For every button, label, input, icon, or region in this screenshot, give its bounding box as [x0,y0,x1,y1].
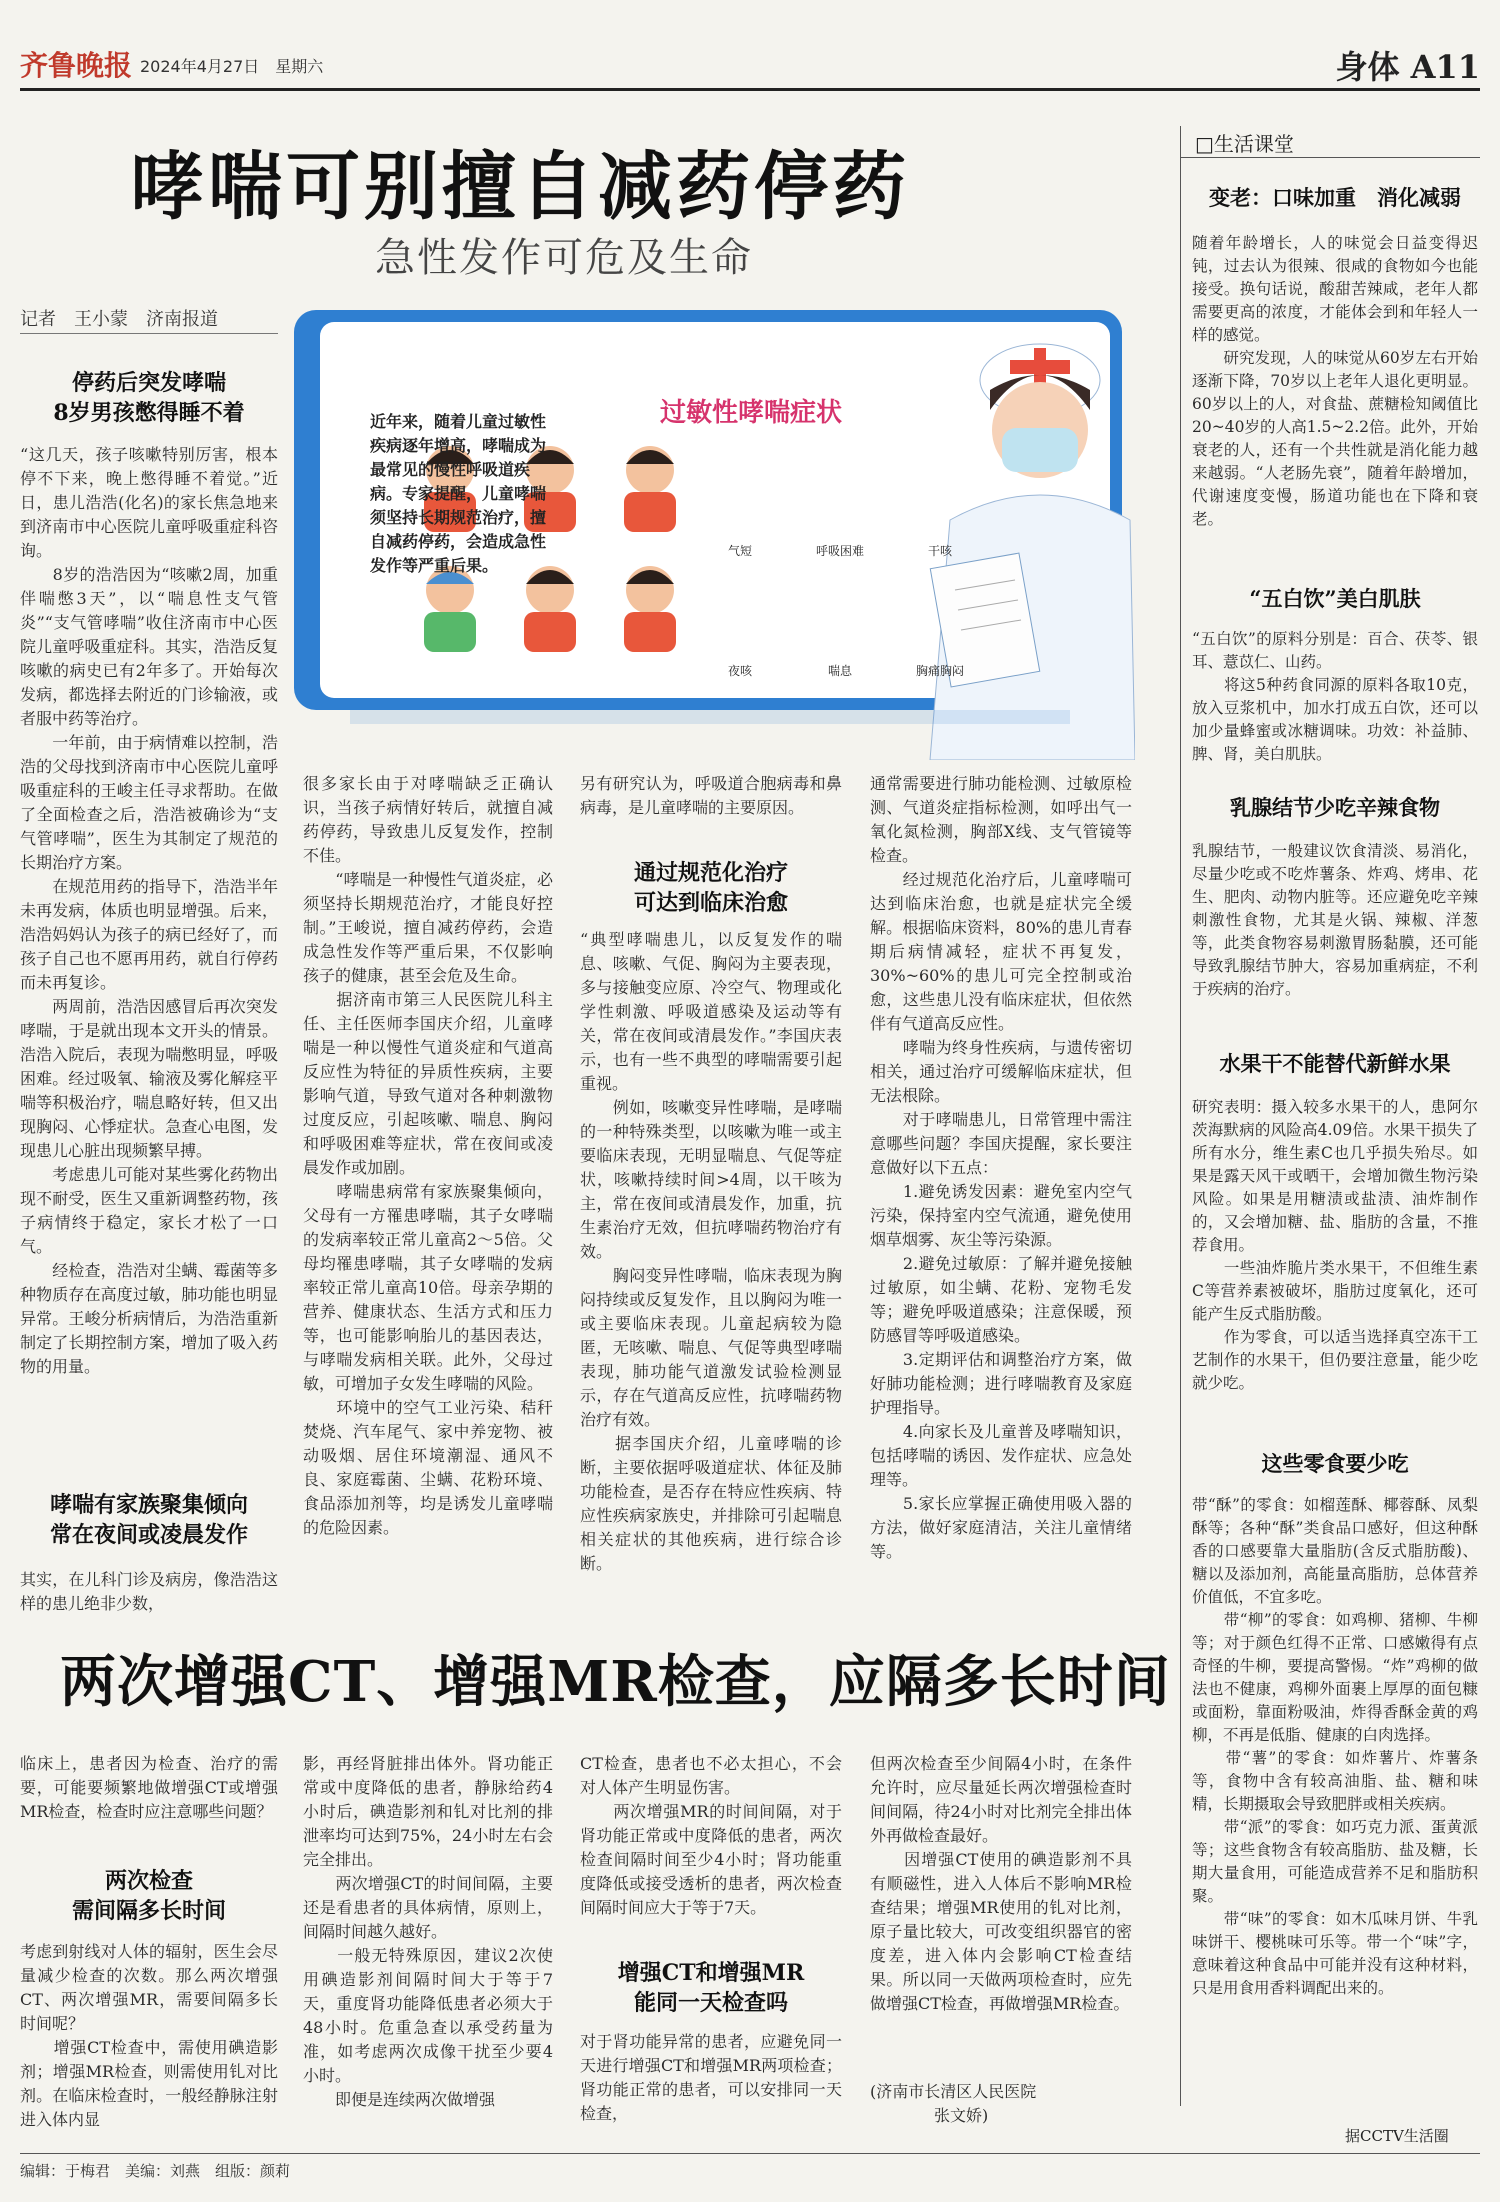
sidebar-item-title: “五白饮”美白肌肤 [1249,586,1421,611]
symptom-label: 夜咳 [727,664,752,678]
article-column: 其实，在儿科门诊及病房，像浩浩这样的患儿绝非少数， [20,1570,278,1613]
subheading: 增强CT和增强MR 能同一天检查吗 [617,1960,805,2016]
byline-rule [20,333,278,334]
article-column: 另有研究认为，呼吸道合胞病毒和鼻病毒，是儿童哮喘的主要原因。 [580,774,842,817]
main-headline: 哮喘可别擅自减药停药 [130,144,910,230]
subheading: 通过规范化治疗 可达到临床治愈 [633,860,788,916]
page-footer: 编辑：于梅君 美编：刘燕 组版：颜莉 [20,2162,291,2180]
asthma-infographic [290,300,1135,760]
sidebar-divider [1180,126,1181,2106]
symptom-label: 胸痛胸闷 [915,664,964,678]
masthead-rule [20,88,1480,91]
sidebar-item-title: 水果干不能替代新鲜水果 [1219,1051,1451,1076]
symptom-label: 呼吸困难 [815,544,864,558]
sidebar-item-text: 带“酥”的零食：如榴莲酥、椰蓉酥、凤梨酥等；各种“酥”类食品口感好，但这种酥香的口感要靠大量脂肪(含反式脂肪酸)、糖以及添加剂，高能量高脂肪，总体营养价值低，不宜多吃。 带“柳”的零食：如鸡柳、猪柳、牛柳等；对于颜色红得不正常、口感嫩得有点奇怪的牛柳，要提高警惕。“炸”鸡柳的做法也不健康，鸡柳外面裹上厚厚的面包糠或面粉，靠面粉吸油，炸得香酥金黄的鸡柳，不再是低脂、健康的白肉选择。 带“薯”的零食：如炸薯片、炸薯条等，食物中含有较高油脂、盐、糖和味精，长期摄取会导致肥胖或相关疾病。 带“派”的零食：如巧克力派、蛋黄派等；这些食物含有较高脂肪、盐及糖，长期大量食用，可能造成营养不足和脂肪积聚。 带“味”的零食：如木瓜味月饼、牛乳味饼干、樱桃味可乐等。带一个“味”字，意味着这种食品中可能并没有这种材料，只是用食用香料调配出来的。 [1192,1496,1478,1997]
sidebar-item-text: 随着年龄增长，人的味觉会日益变得迟钝，过去认为很辣、很咸的食物如今也能接受。换句话说，酸甜苦辣咸，老年人都需要更高的浓度，才能体会到和年轻人一样的感觉。 研究发现，人的味觉从60岁左右开始逐渐下降，70岁以上老年人退化更明显。60岁以上的人，对食盐、蔗糖检知阈值比20~40岁的人高1.5~2.2倍。此外，开始衰老的人，还有一个共性就是消化能力越来越弱。“人老肠先衰”，随着年龄增加，代谢速度变慢，肠道功能也在下降和衰老。 [1192,234,1478,528]
sidebar-item-title: 乳腺结节少吃辛辣食物 [1230,795,1440,820]
subheading: 停药后突发哮喘 8岁男孩憋得睡不着 [53,370,245,426]
article-column: 影，再经肾脏排出体外。肾功能正常或中度降低的患者，静脉给药4小时后，碘造影剂和钆对比剂的排泄率均可达到75%，24小时左右会完全排出。 两次增强CT的时间间隔，主要还是看患者的具体病情，原则上，间隔时间越久越好。 一般无特殊原因，建议2次使用碘造影剂间隔时间大于等于7天，重度肾功能降低患者必须大于48小时。危重急查以承受药量为准，如考虑两次成像干扰至少要4小时。 即便是连续两次做增强 [303,1754,553,2109]
masthead [20,44,1480,84]
article-column: 但两次检查至少间隔4小时，在条件允许时，应尽量延长两次增强检查时间间隔，待24小时对比剂完全排出体外再做检查最好。 因增强CT使用的碘造影剂不具有顺磁性，进入人体后不影响MR检查结果；增强MR使用的钆对比剂，原子量比较大，可改变组织器官的密度差，进入体内会影响CT检查结果。所以同一天做两项检查时，应先做增强CT检查，再做增强MR检查。 [870,1754,1132,2013]
sidebar-item-title: 这些零食要少吃 [1261,1451,1409,1476]
sidebar-item-text: 研究表明：摄入较多水果干的人，患阿尔茨海默病的风险高4.09倍。水果干损失了所有水分，维生素C也几乎损失殆尽。如果是露天风干或晒干，会增加微生物污染风险。如果是用糖渍或盐渍、油炸制作的，又会增加糖、盐、脂肪的含量，不推荐食用。 一些油炸脆片类水果干，不但维生素C等营养素被破坏，脂肪过度氧化，还可能产生反式脂肪酸。 作为零食，可以适当选择真空冻干工艺制作的水果干，但仍要注意量，能少吃就少吃。 [1192,1098,1478,1392]
article-column: 通常需要进行肺功能检测、过敏原检测、气道炎症指标检测，如呼出气一氧化氮检测，胸部X线、支气管镜等检查。 经过规范化治疗后，儿童哮喘可达到临床治愈，也就是症状完全缓解。根据临床资料，80%的患儿青春期后病情减轻，症状不再复发，30%~60%的患儿可完全控制或治愈，这些患儿没有临床症状，但依然伴有气道高反应性。 哮喘为终身性疾病，与遗传密切相关，通过治疗可缓解临床症状，但无法根除。 对于哮喘患儿，日常管理中需注意哪些问题？李国庆提醒，家长要注意做好以下五点： 1.避免诱发因素：避免室内空气污染，保持室内空气流通，避免使用烟草烟雾、灰尘等污染源。 2.避免过敏原：了解并避免接触过敏原，如尘螨、花粉、宠物毛发等；避免呼吸道感染；注意保暖，预防感冒等呼吸道感染。 3.定期评估和调整治疗方案，做好肺功能检测；进行哮喘教育及家庭护理指导。 4.向家长及儿童普及哮喘知识，包括哮喘的诱因、发作症状、应急处理等。 5.家长应掌握正确使用吸入器的方法，做好家庭清洁，关注儿童情绪等。 [870,774,1132,1561]
article-column: “这几天，孩子咳嗽特别厉害，根本停不下来，晚上憋得睡不着觉。”近日，患儿浩浩(化名)的家长焦急地来到济南市中心医院儿童呼吸重症科咨询。 8岁的浩浩因为“咳嗽2周，加重伴喘憋3天”，以“喘息性支气管炎”“支气管哮喘”收住济南市中心医院儿童呼吸重症科。其实，浩浩反复咳嗽的病史已有2年多了。开始每次发病，都选择去附近的门诊输液，或者服中药等治疗。 一年前，由于病情难以控制，浩浩的父母找到济南市中心医院儿童呼吸重症科的王峻主任寻求帮助。在做了全面检查之后，浩浩被确诊为“支气管哮喘”，医生为其制定了规范的长期治疗方案。 在规范用药的指导下，浩浩半年未再发病，体质也明显增强。后来，浩浩妈妈认为孩子的病已经好了，而孩子自己也不愿再用药，就自行停药而未再复诊。 两周前，浩浩因感冒后再次突发哮喘，于是就出现本文开头的情景。浩浩入院后，表现为喘憋明显，呼吸困难。经过吸氧、输液及雾化解痉平喘等积极治疗，喘息略好转，但又出现胸闷、心悸症状。急查心电图，发现患儿心脏出现频繁早搏。 考虑患儿可能对某些雾化药物出现不耐受，医生又重新调整药物，孩子病情终于稳定，家长才松了一口气。 经检查，浩浩对尘螨、霉菌等多种物质存在高度过敏，肺功能也明显异常。王峻分析病情后，为浩浩重新制定了长期控制方案，增加了吸入药物的用量。 [20,445,278,1376]
newspaper-logo: 齐鲁晚报 [20,49,133,82]
main-subheadline: 急性发作可危及生命 [375,235,753,281]
article-column: CT检查，患者也不必太担心，不会对人体产生明显伤害。 两次增强MR的时间间隔，对于肾功能正常或中度降低的患者，两次检查间隔时间至少4小时；肾功能重度降低或接受透析的患者，两次检查间隔时间应大于等于7天。 [580,1754,842,1917]
symptom-label: 气短 [727,544,752,558]
article2-headline: 两次增强CT、增强MR检查，应隔多长时间 [60,1649,1171,1715]
infographic-title: 过敏性哮喘症状 [660,398,843,428]
symptom-label: 干咳 [927,544,952,558]
article-column: “典型哮喘患儿，以反复发作的喘息、咳嗽、气促、胸闷为主要表现，多与接触变应原、冷空气、物理或化学性刺激、呼吸道感染及运动等有关，常在夜间或清晨发作。”李国庆表示，也有一些不典型的哮喘需要引起重视。 例如，咳嗽变异性哮喘，是哮喘的一种特殊类型，以咳嗽为唯一或主要临床表现，无明显喘息、气促等症状，咳嗽持续时间>4周，以干咳为主，常在夜间或清晨发作，加重，抗生素治疗无效，但抗哮喘药物治疗有效。 胸闷变异性哮喘，临床表现为胸闷持续或反复发作，且以胸闷为唯一或主要临床表现。儿童起病较为隐匿，无咳嗽、喘息、气促等典型哮喘表现，肺功能气道激发试验检测显示，存在气道高反应性，抗哮喘药物治疗有效。 据李国庆介绍，儿童哮喘的诊断，主要依据呼吸道症状、体征及肺功能检查，是否存在特应性疾病、特应性疾病家族史，并排除可引起喘息相关症状的其他疾病，进行综合诊断。 [580,930,842,1573]
sidebar-item-title: 变老：口味加重 消化减弱 [1209,185,1461,210]
sidebar-item-text: 乳腺结节，一般建议饮食清淡、易消化，尽量少吃或不吃炸薯条、炸鸡、烤串、花生、肥肉、动物内脏等。还应避免吃辛辣刺激性食物，尤其是火锅、辣椒、洋葱等，此类食物容易刺激胃肠黏膜，还可能导致乳腺结节肿大，容易加重病症，不利于疾病的治疗。 [1192,842,1478,998]
article-column: 临床上，患者因为检查、治疗的需要，可能要频繁地做增强CT或增强MR检查，检查时应注意哪些问题？ [20,1754,278,1821]
footer-rule [20,2153,1480,2154]
sidebar-credit: 据CCTV生活圈 [1345,2127,1449,2145]
section-page-label: 身体 A11 [1335,48,1480,86]
subheading: 两次检查 需间隔多长时间 [71,1868,226,1924]
sidebar-label-rule [1180,157,1480,158]
article-column: 很多家长由于对哮喘缺乏正确认识，当孩子病情好转后，就擅自减药停药，导致患儿反复发作，控制不佳。 “哮喘是一种慢性气道炎症，必须坚持长期规范治疗，才能良好控制。”王峻说，擅自减药停药，会造成急性发作等严重后果，不仅影响孩子的健康，甚至会危及生命。 据济南市第三人民医院儿科主任、主任医师李国庆介绍，儿童哮喘是一种以慢性气道炎症和气道高反应性为特征的异质性疾病，主要影响气道，导致气道对各种刺激物过度反应，引起咳嗽、喘息、胸闷和呼吸困难等症状，常在夜间或凌晨发作或加剧。 哮喘患病常有家族聚集倾向，父母有一方罹患哮喘，其子女哮喘的发病率较正常儿童高2～5倍。父母均罹患哮喘，其子女哮喘的发病率较正常儿童高10倍。母亲孕期的营养、健康状态、生活方式和压力等，也可能影响胎儿的基因表达，与哮喘发病相关联。此外，父母过敏，可增加子女发生哮喘的风险。 环境中的空气工业污染、秸秆焚烧、汽车尾气、家中养宠物、被动吸烟、居住环境潮湿、通风不良、家庭霉菌、尘螨、花粉环境、食品添加剂等，均是诱发儿童哮喘的危险因素。 [303,774,553,1537]
sidebar-section-label: □生活课堂 [1195,132,1294,156]
sidebar-item-text: “五白饮”的原料分别是：百合、茯苓、银耳、薏苡仁、山药。 将这5种药食同源的原料各取10克，放入豆浆机中，加水打成五白饮，还可以加少量蜂蜜或冰糖调味。功效：补益肺、脾、肾，美白肌肤。 [1192,630,1478,763]
issue-date: 2024年4月27日 星期六 [140,57,324,76]
article-column: 考虑到射线对人体的辐射，医生会尽量减少检查的次数。那么两次增强CT、两次增强MR，需要间隔多长时间呢？ 增强CT检查中，需使用碘造影剂；增强MR检查，则需使用钆对比剂。在临床检查时，一般经静脉注射进入体内显 [20,1942,278,2129]
infographic-intro: 近年来，随着儿童过敏性疾病逐年增高，哮喘成为最常见的慢性呼吸道疾病。专家提醒，儿童哮喘须坚持长期规范治疗，擅自减药停药，会造成急性发作等严重后果。 [370,412,547,575]
symptom-label: 喘息 [827,664,852,678]
subheading: 哮喘有家族聚集倾向 常在夜间或凌晨发作 [49,1492,248,1548]
byline: 记者 王小蒙 济南报道 [20,309,218,330]
article-column: 对于肾功能异常的患者，应避免同一天进行增强CT和增强MR两项检查；肾功能正常的患者，可以安排同一天检查， [580,2032,842,2123]
article-credit: (济南市长清区人民医院 张文娇) [870,2082,1037,2125]
